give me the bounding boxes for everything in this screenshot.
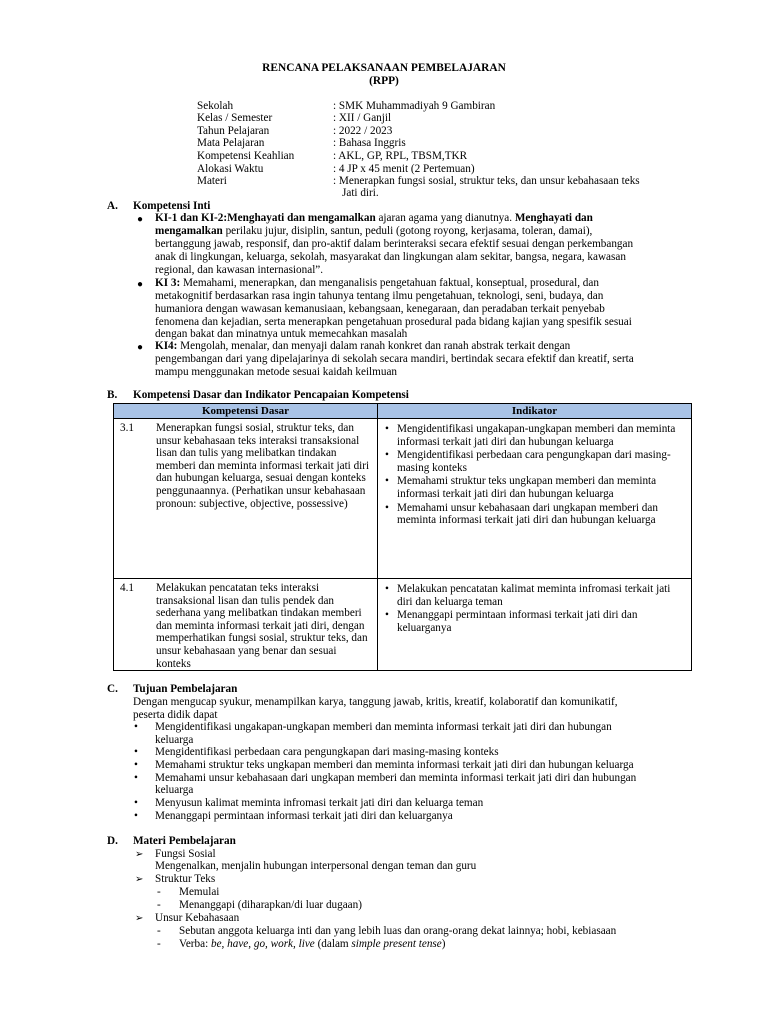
kd-cell: [114, 419, 378, 579]
list-item: [382, 423, 687, 448]
identity-value: : 4 JP x 45 menit (2 Pertemuan): [333, 163, 475, 175]
materi-text: Mengenalkan, menjalin hubungan interpersonal dengan teman dan guru: [155, 860, 477, 872]
ki1-line: anak di lingkungan, keluarga, sekolah, masyarakat dan lingkungan alam sekitar, bangsa, negara, kawasan: [155, 251, 626, 263]
dash-bullet: -: [157, 899, 161, 911]
list-item: [382, 583, 687, 608]
indicator-cell: [378, 419, 692, 579]
identity-value: : 2022 / 2023: [333, 125, 393, 137]
document-subtitle: (RPP): [369, 75, 399, 87]
identity-label: Alokasi Waktu: [197, 163, 264, 175]
verba-mid: (dalam: [314, 938, 352, 950]
ki4-line: [155, 340, 570, 353]
verba-label: Verba:: [179, 938, 211, 950]
table-header: Indikator: [378, 404, 692, 419]
ki3-line: fenomena dan kejadian, serta menerapkan pengetahuan prosedural pada bidang kajian yang spesifik sesuai: [155, 316, 632, 328]
kd-text: Menerapkan fungsi sosial, struktur teks, dan unsur kebahasaan teks interaksi transaksional lisan dan tulis yang melibatkan tindakan memberi dan meminta informasi terkait jati diri dan hubungan keluarga, sesuai dengan konteks penggunaannya. (Perhatikan unsur kebahasaan pronoun: subjective, objective, possessive): [156, 422, 370, 510]
list-item: [382, 449, 687, 474]
kd-number: 3.1: [120, 422, 134, 434]
indicator-text: Melakukan pencatatan kalimat meminta infromasi terkait jati diri dan keluarga teman: [397, 583, 671, 608]
arrow-bullet-icon: ➢: [135, 913, 144, 924]
bullet-icon: •: [134, 772, 138, 784]
identity-value: : AKL, GP, RPL, TBSM,TKR: [333, 150, 468, 162]
goal-item: keluarga: [155, 734, 194, 746]
goal-item: Menanggapi permintaan informasi terkait jati diri dan keluarganya: [155, 810, 453, 822]
ki1-line: regional, dan kawasan internasional”.: [155, 264, 324, 276]
goal-item: Memahami struktur teks ungkapan memberi dan meminta informasi terkait jati diri dan hubungan keluarga: [155, 759, 634, 771]
arrow-bullet-icon: ➢: [135, 849, 144, 860]
bullet-icon: ●: [137, 342, 144, 353]
bullet-icon: •: [134, 759, 138, 771]
identity-label: Tahun Pelajaran: [197, 125, 270, 137]
kd-indicator-table: [113, 403, 692, 671]
materi-subheading: Fungsi Sosial: [155, 848, 216, 860]
goal-item: Mengidentifikasi perbedaan cara pengungkapan dari masing-masing konteks: [155, 746, 499, 758]
bullet-icon: ●: [137, 214, 144, 225]
goal-item: Memahami unsur kebahasaan dari ungkapan memberi dan meminta informasi terkait jati diri dan hubungan: [155, 772, 637, 784]
verba-end: ): [441, 938, 446, 950]
materi-subheading: Struktur Teks: [155, 873, 216, 885]
ki4-line: mampu menggunakan metode sesuai kaidah keilmuan: [155, 366, 398, 378]
bullet-icon: •: [385, 449, 389, 462]
identity-label: Mata Pelajaran: [197, 137, 265, 149]
kd-cell: [114, 579, 378, 671]
materi-subheading: Unsur Kebahasaan: [155, 912, 240, 924]
section-b-heading: Kompetensi Dasar dan Indikator Pencapaian Kompetensi: [133, 389, 409, 401]
identity-value: : Menerapkan fungsi sosial, struktur teks, dan unsur kebahasaan teks: [333, 175, 640, 187]
indicator-list: [378, 423, 691, 527]
section-c-intro: peserta didik dapat: [133, 709, 218, 721]
ki1-line: [155, 212, 593, 225]
ki3-line: humaniora dengan wawasan kemanusiaan, kebangsaan, kenegaraan, dan peradaban terkait penyebab: [155, 303, 605, 315]
bullet-icon: •: [385, 583, 389, 595]
indicator-text: Memahami struktur teks ungkapan memberi dan meminta informasi terkait jati diri dan hubungan keluarga: [397, 475, 657, 500]
kd-number: 4.1: [120, 582, 134, 594]
indicator-text: Mengidentifikasi ungakapan-ungkapan memberi dan meminta informasi terkait jati diri dan hubungan keluarga: [397, 423, 676, 448]
section-d-letter: D.: [107, 835, 118, 847]
ki1-text: ajaran agama yang dianutnya.: [375, 212, 513, 224]
section-a-heading: Kompetensi Inti: [133, 200, 211, 212]
identity-value: : XII / Ganjil: [333, 112, 392, 124]
arrow-bullet-icon: ➢: [135, 874, 144, 885]
ki1-bold: mengamalkan: [155, 225, 223, 237]
indicator-text: Memahami unsur kebahasaan dari ungkapan memberi dan meminta informasi terkait jati diri dan hubungan keluarga: [397, 501, 658, 527]
list-item: [382, 609, 687, 634]
goal-item: Menyusun kalimat meminta infromasi terkait jati diri dan keluarga teman: [155, 797, 484, 809]
bullet-icon: •: [385, 423, 389, 435]
dash-bullet: -: [157, 938, 161, 950]
identity-label: Kelas / Semester: [197, 112, 273, 124]
bullet-icon: •: [385, 609, 389, 622]
bullet-icon: •: [134, 797, 138, 809]
ki1-bold: KI-1 dan KI-2:Menghayati dan mengamalkan: [155, 212, 376, 224]
ki1-bold: Menghayati dan: [514, 212, 593, 224]
bullet-icon: •: [385, 475, 389, 488]
table-row: [114, 419, 692, 579]
identity-label: Kompetensi Keahlian: [197, 150, 295, 162]
ki3-line: [155, 277, 599, 290]
table-row: [114, 579, 692, 671]
ki1-line: [155, 225, 592, 238]
ki4-label: KI4:: [155, 340, 178, 352]
dash-bullet: -: [157, 925, 161, 937]
ki3-line: metakognitif berdasarkan rasa ingin tahunya tentang ilmu pengetahuan, teknologi, seni, budaya, dan: [155, 290, 604, 302]
goal-item: Mengidentifikasi ungakapan-ungkapan memberi dan meminta informasi terkait jati diri dan hubungan: [155, 721, 612, 733]
identity-value-continued: Jati diri.: [342, 187, 379, 199]
kd-text: Melakukan pencatatan teks interaksi transaksional lisan dan tulis pendek dan sederhana yang melibatkan tindakan memberi dan meminta informasi terkait jati diri, dengan memperhatikan fungsi sosial, struktur teks, dan unsur kebahasaan yang benar dan sesuai konteks: [156, 582, 368, 670]
verba-italic: simple present tense: [351, 938, 442, 950]
goal-item: keluarga: [155, 784, 194, 796]
identity-value: : Bahasa Inggris: [333, 137, 406, 149]
table-header: Kompetensi Dasar: [114, 404, 378, 419]
verba-italic: be, have, go, work, live: [211, 938, 315, 950]
section-d-heading: Materi Pembelajaran: [133, 835, 236, 847]
list-item: [382, 475, 687, 500]
materi-item: Menanggapi (diharapkan/di luar dugaan): [179, 899, 362, 911]
section-c-heading: Tujuan Pembelajaran: [133, 683, 238, 695]
indicator-text: Menanggapi permintaan informasi terkait jati diri dan keluarganya: [397, 609, 638, 634]
materi-item: Sebutan anggota keluarga inti dan yang lebih luas dan orang-orang dekat lainnya; hobi, kebiasaan: [179, 925, 617, 937]
section-a-letter: A.: [107, 200, 118, 212]
ki3-text: Memahami, menerapkan, dan menganalisis pengetahuan faktual, konseptual, prosedural, dan: [180, 277, 599, 289]
identity-label: Sekolah: [197, 100, 234, 112]
indicator-text: Mengidentifikasi perbedaan cara pengungkapan dari masing-masing konteks: [397, 449, 671, 474]
section-c-intro: Dengan mengucap syukur, menampilkan karya, tanggung jawab, kritis, kreatif, kolaboratif dan komunikatif,: [133, 696, 618, 708]
materi-item: [179, 938, 445, 951]
ki4-line: pengembangan dari yang dipelajarinya di sekolah secara mandiri, bertindak secara efektif dan kreatif, serta: [155, 353, 634, 365]
ki1-text: perilaku jujur, disiplin, santun, peduli (gotong royong, kerjasama, toleran, damai),: [222, 225, 593, 237]
list-item: [382, 502, 687, 527]
ki4-text: Mengolah, menalar, dan menyaji dalam ranah konkret dan ranah abstrak terkait dengan: [177, 340, 571, 352]
ki1-line: bertanggung jawab, responsif, dan pro-aktif dalam berinteraksi secara efektif sesuai dengan perkembangan: [155, 238, 634, 250]
identity-value: : SMK Muhammadiyah 9 Gambiran: [333, 100, 496, 112]
materi-item: Memulai: [179, 886, 220, 898]
bullet-icon: •: [134, 721, 138, 733]
ki3-line: dengan bakat dan minatnya untuk memecahkan masalah: [155, 328, 408, 340]
dash-bullet: -: [157, 886, 161, 898]
section-b-letter: B.: [107, 389, 118, 401]
bullet-icon: •: [134, 810, 138, 822]
indicator-cell: [378, 579, 692, 671]
bullet-icon: •: [134, 746, 138, 758]
table-header-row: [114, 404, 692, 419]
ki3-label: KI 3:: [155, 277, 181, 289]
document-title: RENCANA PELAKSANAAN PEMBELAJARAN: [262, 62, 506, 74]
identity-label: Materi: [197, 175, 227, 187]
bullet-icon: ●: [137, 279, 144, 290]
section-c-letter: C.: [107, 683, 118, 695]
bullet-icon: •: [385, 501, 389, 514]
indicator-list: [378, 583, 691, 634]
